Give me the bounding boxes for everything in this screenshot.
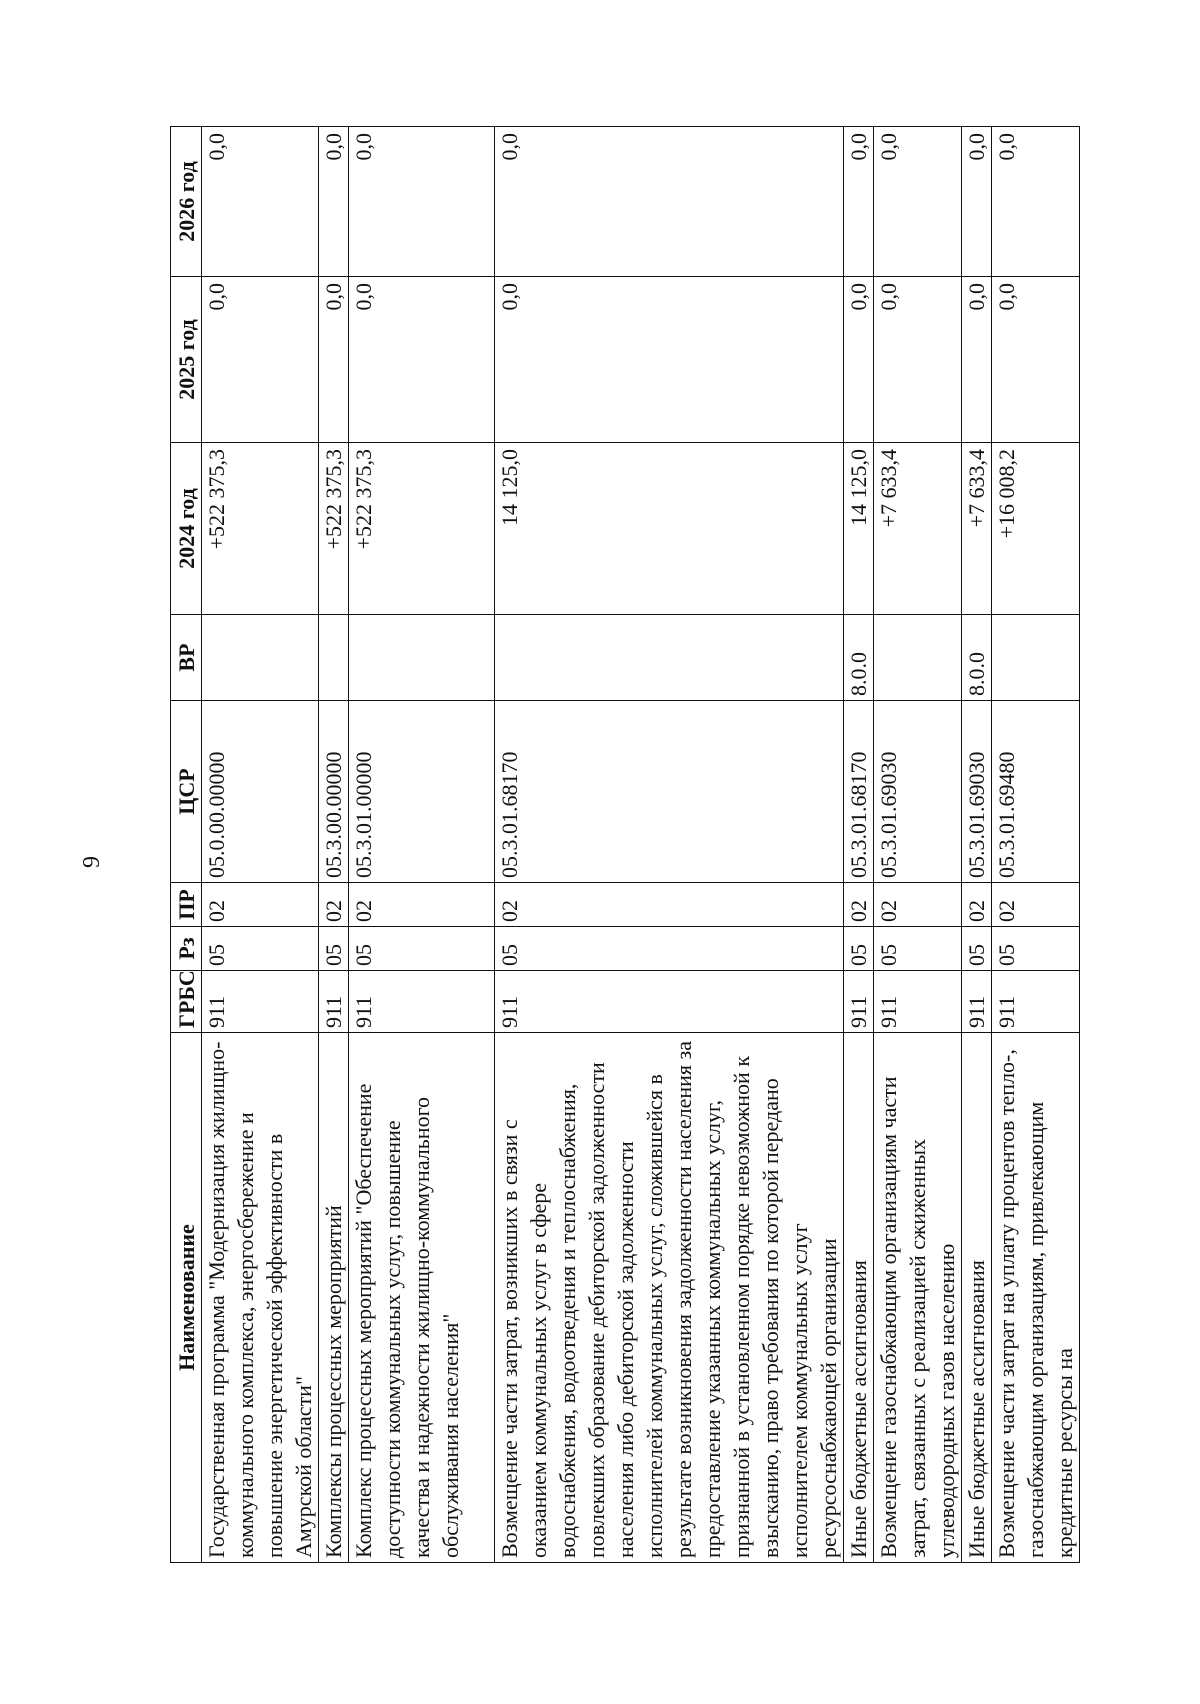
row-csr: 05.3.01.68170 [495,701,844,883]
row-2024: +7 633,4 [874,443,962,615]
row-pr: 02 [495,883,844,927]
row-2026: 0,0 [319,127,349,277]
header-2025: 2025 год [171,277,202,443]
row-2026: 0,0 [874,127,962,277]
row-pr: 02 [992,883,1080,927]
row-grbs: 911 [495,971,844,1033]
row-rz: 05 [992,927,1080,971]
row-vr [202,615,319,701]
row-name: Комплекс процессных мероприятий "Обеспечение доступности коммунальных услуг, повышение качества и надежности жилищно-коммунального обслуживания населения" [349,1033,495,1563]
row-grbs: 911 [962,971,992,1033]
row-2025: 0,0 [202,277,319,443]
row-grbs: 911 [319,971,349,1033]
header-pr: ПР [171,883,202,927]
table-row [874,127,962,1563]
header-name: Наименование [171,1033,202,1563]
row-pr: 02 [844,883,874,927]
table-row [495,127,844,1563]
header-rz: Рз [171,927,202,971]
header-row [171,127,202,1563]
table-row [202,127,319,1563]
table-row [962,127,992,1563]
row-grbs: 911 [349,971,495,1033]
row-2025: 0,0 [844,277,874,443]
row-2024: 14 125,0 [844,443,874,615]
row-2025: 0,0 [962,277,992,443]
row-2024: +522 375,3 [349,443,495,615]
page-number: 9 [79,856,105,868]
row-rz: 05 [874,927,962,971]
row-rz: 05 [349,927,495,971]
row-pr: 02 [349,883,495,927]
row-name: Иные бюджетные ассигнования [844,1033,874,1563]
row-2024: +7 633,4 [962,443,992,615]
row-grbs: 911 [202,971,319,1033]
row-rz: 05 [319,927,349,971]
row-vr [992,615,1080,701]
row-2026: 0,0 [962,127,992,277]
row-2025: 0,0 [319,277,349,443]
row-name: Возмещение газоснабжающим организациям части затрат, связанных с реализацией сжиженных углеводородных газов населению [874,1033,962,1563]
table-row [319,127,349,1563]
row-vr: 8.0.0 [962,615,992,701]
header-vr: ВР [171,615,202,701]
row-csr: 05.3.01.69030 [874,701,962,883]
row-pr: 02 [874,883,962,927]
row-name: Возмещение части затрат на уплату процентов тепло-, газоснабжающим организациям, привлекающим кредитные ресурсы на [992,1033,1080,1563]
row-name: Возмещение части затрат, возникших в связи с оказанием коммунальных услуг в сфере водоснабжения, водоотведения и теплоснабжения, повлекших образование дебиторской задолженности населения либо дебиторской задолженности исполнителей коммунальных услуг, сложившейся в результате возникновения задолженности населения за предоставление указанных коммунальных услуг, признанной в установленном порядке невозможной к взысканию, право требования по которой передано исполнителем коммунальных услуг ресурсоснабжающей организации [495,1033,844,1563]
row-csr: 05.0.00.00000 [202,701,319,883]
row-2024: +16 008,2 [992,443,1080,615]
row-2026: 0,0 [844,127,874,277]
header-2024: 2024 год [171,443,202,615]
row-vr [495,615,844,701]
row-2024: +522 375,3 [319,443,349,615]
row-grbs: 911 [874,971,962,1033]
row-csr: 05.3.01.69480 [992,701,1080,883]
row-vr: 8.0.0 [844,615,874,701]
row-rz: 05 [495,927,844,971]
row-csr: 05.3.00.00000 [319,701,349,883]
row-csr: 05.3.01.68170 [844,701,874,883]
row-rz: 05 [844,927,874,971]
table-row [844,127,874,1563]
row-grbs: 911 [992,971,1080,1033]
row-2026: 0,0 [349,127,495,277]
rotated-table-wrapper [170,127,1077,1563]
row-csr: 05.3.01.69030 [962,701,992,883]
row-rz: 05 [202,927,319,971]
row-pr: 02 [962,883,992,927]
row-name: Иные бюджетные ассигнования [962,1033,992,1563]
row-pr: 02 [202,883,319,927]
row-vr [349,615,495,701]
row-2025: 0,0 [495,277,844,443]
budget-table [170,126,1080,1563]
row-rz: 05 [962,927,992,971]
row-2025: 0,0 [874,277,962,443]
row-2025: 0,0 [349,277,495,443]
header-grbs: ГРБС [171,971,202,1033]
table-row [349,127,495,1563]
header-csr: ЦСР [171,701,202,883]
row-2026: 0,0 [992,127,1080,277]
row-name: Комплексы процессных мероприятий [319,1033,349,1563]
row-name: Государственная программа "Модернизация жилищно-коммунального комплекса, энергосбережение и повышение энергетической эффективности в Амурской области" [202,1033,319,1563]
row-2026: 0,0 [202,127,319,277]
row-pr: 02 [319,883,349,927]
row-2024: 14 125,0 [495,443,844,615]
row-2024: +522 375,3 [202,443,319,615]
row-grbs: 911 [844,971,874,1033]
header-2026: 2026 год [171,127,202,277]
row-2025: 0,0 [992,277,1080,443]
table-row [992,127,1080,1563]
row-vr [319,615,349,701]
row-vr [874,615,962,701]
row-csr: 05.3.01.00000 [349,701,495,883]
row-2026: 0,0 [495,127,844,277]
